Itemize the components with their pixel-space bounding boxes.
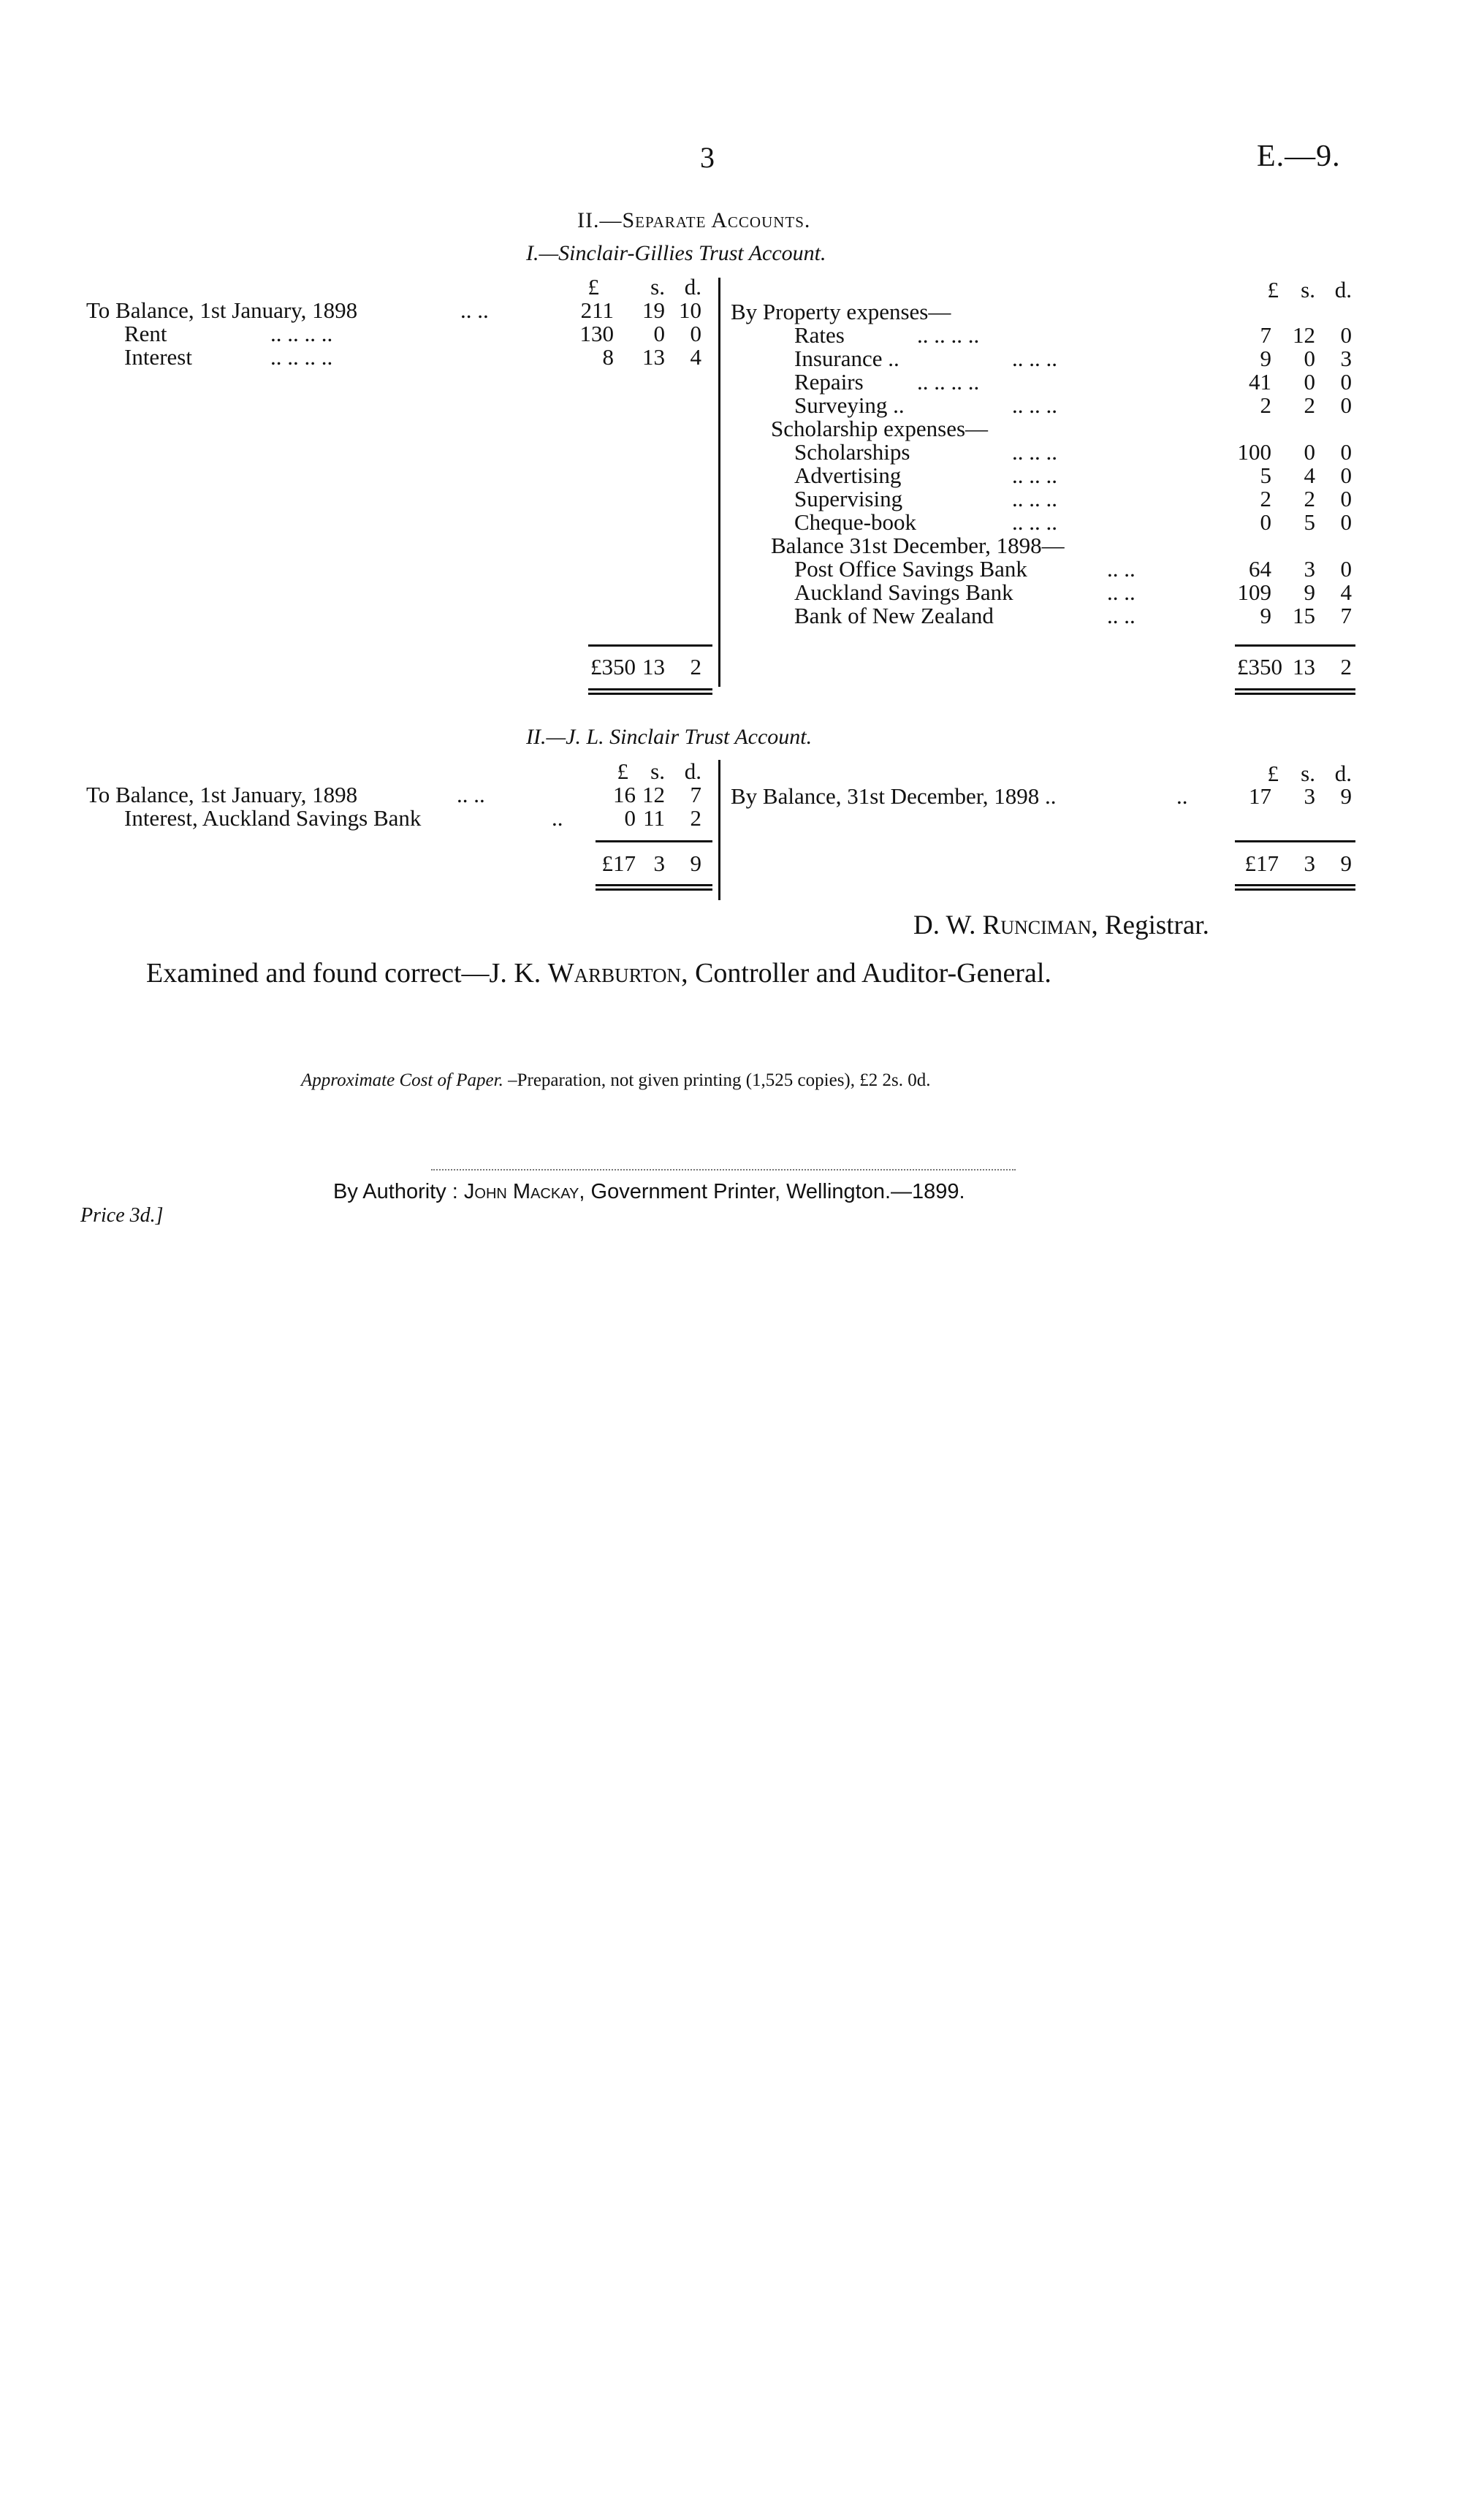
document-reference: E.—9. [1257,140,1341,173]
account1-debit-total-pounds: £350 [590,654,636,680]
credit-pence: 0 [1340,392,1352,418]
debit-pence: 0 [690,321,701,346]
debit-leader: .. [552,805,563,831]
credit-shillings: 3 [1304,783,1315,809]
account1-debit-shilling-header: s. [650,274,665,300]
debit-label: Interest [124,344,192,370]
account1-credit-shilling-header: s. [1301,277,1315,302]
credit-pence: 0 [1340,556,1352,582]
imprint-prefix: By Authority : [333,1180,464,1203]
debit-label: To Balance, 1st January, 1898 [86,297,358,323]
credit-leader: .. .. .. [1012,439,1057,465]
account2-credit-pound-header: £ [1267,761,1279,786]
section-title: II.—Separate Accounts. [577,208,811,232]
account2-debit-pence-header: d. [684,758,701,784]
credit-label: Scholarship expenses— [771,416,989,441]
credit-pounds: 5 [1260,462,1271,488]
credit-pounds: 2 [1260,392,1271,418]
account1-credit-double-rule [1235,688,1355,695]
credit-shillings: 2 [1304,392,1315,418]
account2-debit-double-rule [596,884,712,891]
account2-debit-total-shillings: 3 [653,850,665,876]
audit-prefix: Examined and found correct—J. K. [146,958,548,989]
account2-credit-double-rule [1235,884,1355,891]
debit-shillings: 0 [653,321,665,346]
credit-label: By Balance, 31st December, 1898 .. [731,783,1057,809]
imprint-suffix: , Government Printer, Wellington.—1899. [579,1180,965,1203]
registrar-title: , Registrar. [1091,910,1209,940]
credit-label: Rates [794,322,845,348]
credit-pounds: 2 [1260,486,1271,511]
credit-leader: .. .. [1107,603,1135,628]
credit-leader: .. .. [1107,579,1135,605]
debit-shillings: 11 [643,805,665,831]
credit-pence: 0 [1340,439,1352,465]
account1-credit-total-shillings: 13 [1293,654,1315,680]
credit-pounds: 17 [1249,783,1271,809]
credit-label: Balance 31st December, 1898— [771,533,1065,558]
account2-debit-shilling-header: s. [650,758,665,784]
credit-leader: .. .. .. [1012,509,1057,535]
account1-credit-pound-header: £ [1267,277,1279,302]
credit-pence: 9 [1340,783,1352,809]
imprint-divider [431,1169,1016,1170]
credit-label: Advertising [794,462,902,488]
debit-shillings: 13 [642,344,665,370]
cost-label: Approximate Cost of Paper. [301,1070,503,1090]
debit-pounds: 0 [624,805,636,831]
credit-pounds: 0 [1260,509,1271,535]
account1-debit-double-rule [588,688,712,695]
credit-pounds: 64 [1249,556,1271,582]
account2-credit-shilling-header: s. [1301,761,1315,786]
credit-pence: 4 [1340,579,1352,605]
credit-label: Bank of New Zealand [794,603,994,628]
account2-credit-pence-header: d. [1334,761,1352,786]
credit-leader: .. .. .. [1012,462,1057,488]
credit-pounds: 9 [1260,603,1271,628]
credit-shillings: 5 [1304,509,1315,535]
credit-shillings: 0 [1304,346,1315,371]
printer-name: John Mackay [463,1180,579,1203]
credit-label: Scholarships [794,439,910,465]
credit-leader: .. .. [1107,556,1135,582]
debit-leader: .. .. [457,782,485,807]
cost-text: –Preparation, not given printing (1,525 copies), £2 2s. 0d. [503,1070,931,1090]
account1-debit-total-shillings: 13 [642,654,665,680]
credit-pounds: 41 [1249,369,1271,395]
credit-label: Supervising [794,486,903,511]
credit-label: Post Office Savings Bank [794,556,1027,582]
account2-credit-total-pounds: £17 [1244,850,1279,876]
debit-pounds: 211 [580,297,614,323]
credit-leader: .. .. .. [1012,346,1057,371]
credit-pence: 3 [1340,346,1352,371]
account1-title: I.—Sinclair-Gillies Trust Account. [526,241,826,265]
debit-leader: .. .. .. .. [270,344,333,370]
credit-pence: 7 [1340,603,1352,628]
audit-statement [146,957,1051,989]
credit-shillings: 3 [1304,556,1315,582]
price-note: Price 3d.] [80,1204,164,1227]
debit-pence: 7 [690,782,701,807]
credit-shillings: 4 [1304,462,1315,488]
account2-debit-total-pence: 9 [690,850,701,876]
credit-pence: 0 [1340,322,1352,348]
credit-shillings: 0 [1304,369,1315,395]
credit-leader: .. [1176,783,1188,809]
credit-pence: 0 [1340,369,1352,395]
credit-label: Auckland Savings Bank [794,579,1013,605]
debit-pounds: 8 [602,344,614,370]
debit-pence: 10 [679,297,701,323]
page-number: 3 [700,141,715,174]
credit-pence: 0 [1340,486,1352,511]
debit-shillings: 19 [642,297,665,323]
account2-debit-sum-rule [596,840,712,842]
auditor-name: Warburton [547,958,682,989]
account2-credit-sum-rule [1235,840,1355,842]
account1-debit-pound-header: £ [587,274,599,300]
credit-pence: 0 [1340,462,1352,488]
credit-shillings: 9 [1304,579,1315,605]
debit-leader: .. .. [460,297,489,323]
debit-label: Interest, Auckland Savings Bank [124,805,422,831]
debit-label: To Balance, 1st January, 1898 [86,782,358,807]
account2-title: II.—J. L. Sinclair Trust Account. [526,725,813,749]
debit-label: Rent [124,321,167,346]
cost-note [301,1070,930,1091]
account2-credit-total-pence: 9 [1340,850,1352,876]
credit-label: Surveying .. [794,392,905,418]
credit-pounds: 7 [1260,322,1271,348]
credit-label: Cheque-book [794,509,917,535]
account1-credit-total-pence: 2 [1340,654,1352,680]
account1-credit-sum-rule [1235,644,1355,647]
credit-shillings: 2 [1304,486,1315,511]
debit-pence: 4 [690,344,701,370]
account1-debit-sum-rule [588,644,712,647]
credit-pounds: 9 [1260,346,1271,371]
registrar-name: D. W. Runciman [913,910,1092,940]
debit-leader: .. .. .. .. [270,321,333,346]
credit-label: By Property expenses— [731,299,951,324]
debit-pounds: 16 [613,782,636,807]
account2-debit-total-pounds: £17 [601,850,636,876]
debit-pence: 2 [690,805,701,831]
account1-credit-total-pounds: £350 [1237,654,1282,680]
debit-shillings: 12 [642,782,665,807]
credit-label: Repairs [794,369,864,395]
account2-credit-total-shillings: 3 [1304,850,1315,876]
account2-debit-pound-header: £ [617,758,628,784]
credit-leader: .. .. .. .. [917,369,980,395]
credit-pounds: 109 [1237,579,1271,605]
registrar-signature [913,910,1209,941]
account1-debit-pence-header: d. [684,274,701,300]
audit-suffix: , Controller and Auditor-General. [681,958,1051,989]
credit-pence: 0 [1340,509,1352,535]
credit-leader: .. .. .. [1012,486,1057,511]
account2-center-rule [718,760,720,900]
printer-imprint [333,1180,965,1204]
credit-label: Insurance .. [794,346,899,371]
credit-shillings: 0 [1304,439,1315,465]
credit-shillings: 15 [1293,603,1315,628]
account1-center-rule [718,278,720,687]
credit-shillings: 12 [1293,322,1315,348]
credit-pounds: 100 [1237,439,1271,465]
account1-debit-total-pence: 2 [690,654,701,680]
account1-credit-pence-header: d. [1334,277,1352,302]
credit-leader: .. .. .. [1012,392,1057,418]
credit-leader: .. .. .. .. [917,322,980,348]
debit-pounds: 130 [579,321,614,346]
